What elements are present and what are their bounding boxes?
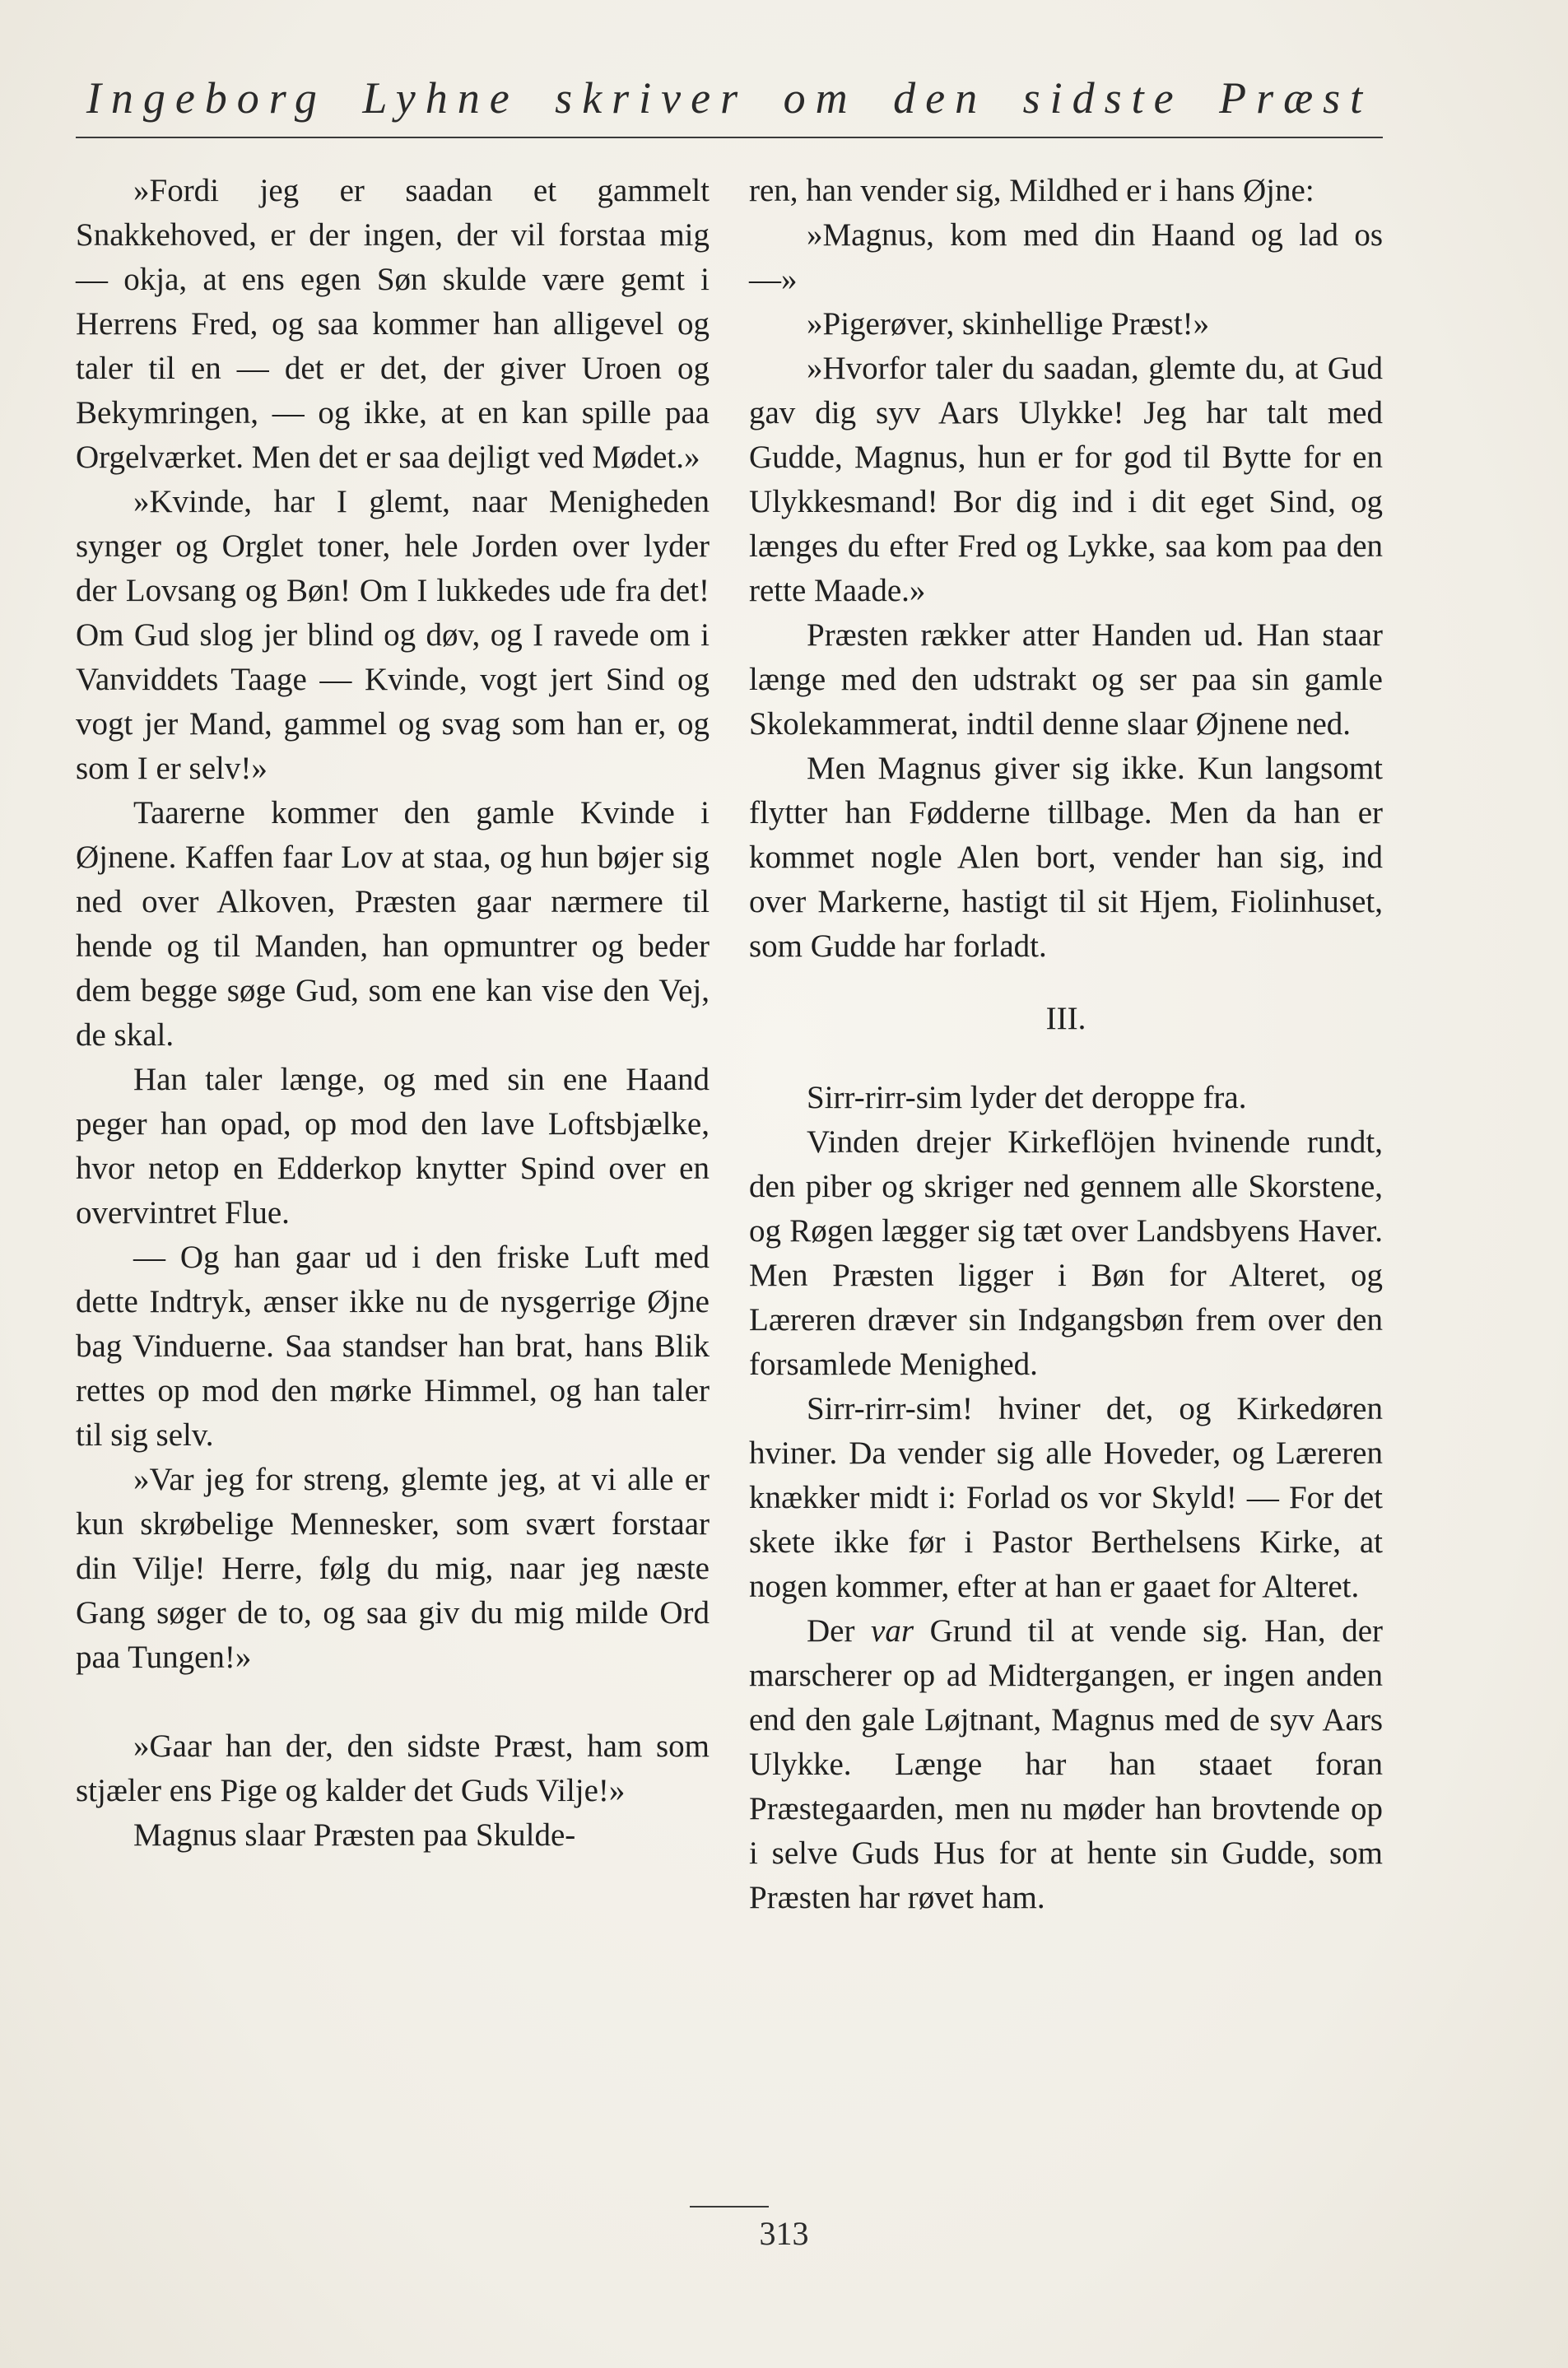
running-header: Ingeborg Lyhne skriver om den sidste Præst <box>86 73 1373 123</box>
paragraph: — Og han gaar ud i den friske Luft med dette Indtryk, ænser ikke nu de nysgerrige Øjne bag Vinduerne. Saa standser han brat, hans Blik rettes op mod den mørke Himmel, og han taler til sig selv. <box>76 1240 710 1453</box>
paragraph: Han taler længe, og med sin ene Haand peger han opad, op mod den lave Loftsbjælke, hvor netop en Edderkop knytter Spind over en overvintret Flue. <box>76 1062 710 1231</box>
header-rule <box>76 137 1383 138</box>
paragraph-lead: Der <box>807 1613 855 1649</box>
paragraph: Taarerne kommer den gamle Kvinde i Øjnene. Kaffen faar Lov at staa, og hun bøjer sig ned over Alkoven, Præsten gaar nærmere til hende og til Manden, han opmuntrer og beder dem begge søge Gud, som ene kan vise den Vej, de skal. <box>76 795 710 1053</box>
paragraph: ren, han vender sig, Mildhed er i hans Øjne: <box>749 173 1314 208</box>
paragraph-rest: Grund til at vende sig. Han, der marscherer op ad Midtergangen, er ingen anden end den gale Løjtnant, Magnus med de syv Aars Ulykke. Længe har han staaet foran Præstegaarden, men nu møder han brovtende op i selve Guds Hus for at hente sin Gudde, som Præsten har røvet ham. <box>749 1613 1384 1915</box>
paragraph: »Pigerøver, skinhellige Præst!» <box>807 306 1210 342</box>
paragraph: »Gaar han der, den sidste Præst, ham som stjæler ens Pige og kalder det Guds Vilje!» <box>76 1728 710 1808</box>
paragraph: Præsten rækker atter Handen ud. Han staar længe med den udstrakt og ser paa sin gamle Skolekammerat, indtil denne slaar Øjnene ned. <box>749 617 1383 742</box>
paragraph: »Kvinde, har I glemt, naar Menigheden synger og Orglet toner, hele Jorden over lyder der Lovsang og Bøn! Om I lukkedes ude fra det! Om Gud slog jer blind og døv, og I ravede om i Vanviddets Taage — Kvinde, vogt jert Sind og vogt jer Mand, gammel og svag som han er, og som I er selv!» <box>76 484 710 786</box>
paragraph: »Var jeg for streng, glemte jeg, at vi alle er kun skrøbelige Mennesker, som svært forstaar din Vilje! Herre, følg du mig, naar jeg næste Gang søger de to, og saa giv du mig milde Ord paa Tungen!» <box>76 1462 710 1675</box>
paragraph: »Hvorfor taler du saadan, glemte du, at Gud gav dig syv Aars Ulykke! Jeg har talt med Gudde, Magnus, hun er for god til Bytte for en Ulykkesmand! Bor dig ind i dit eget Sind, og længes du efter Fred og Lykke, saa kom paa den rette Maade.» <box>749 351 1383 608</box>
folio-rule <box>690 2206 769 2207</box>
section-heading: III. <box>1045 1001 1086 1036</box>
paragraph: Sirr-rirr-sim lyder det deroppe fra. <box>807 1080 1247 1115</box>
right-column <box>749 169 1383 1920</box>
paragraph: »Fordi jeg er saadan et gammelt Snakkehoved, er der ingen, der vil forstaa mig — okja, at ens egen Søn skulde være gemt i Herrens Fred, og saa kommer han alligevel og taler til en — det er det, der giver Uroen og Bekymringen, — og ikke, at en kan spille paa Orgelværket. Men det er saa dejligt ved Mødet.» <box>76 173 710 475</box>
paragraph: Magnus slaar Præsten paa Skulde- <box>133 1817 576 1853</box>
paragraph: Men Magnus giver sig ikke. Kun langsomt flytter han Fødderne tillbage. Men da han er kommet nogle Alen bort, vender han sig, ind over Markerne, hastigt til sit Hjem, Fiolinhuset, som Gudde har forladt. <box>749 751 1383 964</box>
paragraph <box>749 1609 1383 1920</box>
paragraph: Vinden drejer Kirkeflöjen hvinende rundt, den piber og skriger ned gennem alle Skorstene, og Røgen lægger sig tæt over Landsbyens Haver. Men Præsten ligger i Bøn for Alteret, og Læreren dræver sin Indgangsbøn frem over den forsamlede Menighed. <box>749 1124 1383 1382</box>
emphasis-word: var <box>871 1613 914 1649</box>
paragraph: Sirr-rirr-sim! hviner det, og Kirkedøren hviner. Da vender sig alle Hoveder, og Læreren knækker midt i: Forlad os vor Skyld! — For det skete ikke før i Pastor Berthelsens Kirke, at nogen kommer, efter at han er gaaet for Alteret. <box>749 1391 1383 1604</box>
left-column <box>76 169 710 1858</box>
page-number: 313 <box>759 2215 809 2252</box>
paragraph: »Magnus, kom med din Haand og lad os —» <box>749 217 1383 297</box>
